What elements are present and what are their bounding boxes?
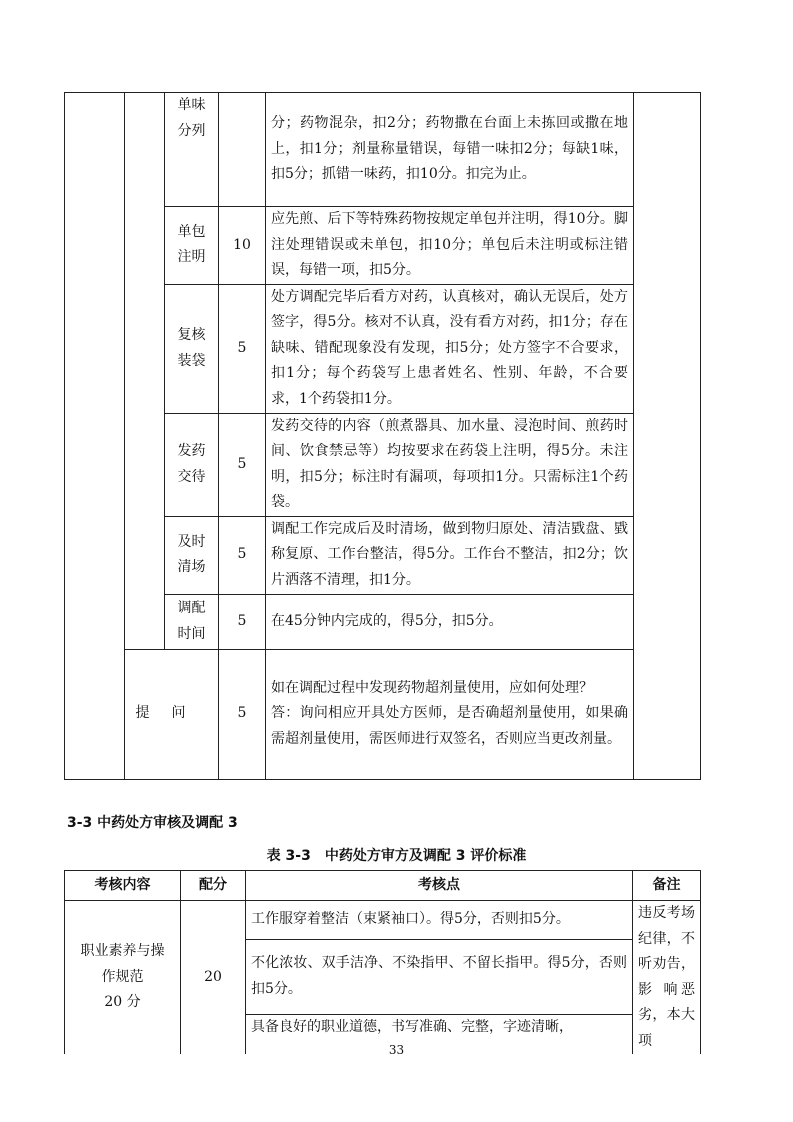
question-score: 5 [219, 649, 266, 779]
item-score [219, 93, 266, 207]
item-criteria: 分；药物混杂，扣2分；药物撒在台面上未拣回或撒在地上，扣1分；剂量称量错误，每错一味扣2分；每缺1味，扣5分；抓错一味药，扣10分。扣完为止。 [266, 93, 634, 207]
item-score: 5 [219, 413, 266, 516]
subcategory-cell [125, 93, 165, 650]
remark-cell [634, 93, 701, 780]
item-criteria: 调配工作完成后及时清场，做到物归原处、清洁戥盘、戥称复原、工作台整洁，得5分。工作台不整洁，扣2分；饮片洒落不清理，扣1分。 [266, 516, 634, 594]
item-name: 调配时间 [177, 600, 206, 642]
point: 具备良好的职业道德，书写准确、完整，字迹清晰， [246, 1015, 633, 1054]
item-name: 单包注明 [177, 223, 206, 266]
content-name: 职业素养与操作规范 [80, 943, 165, 985]
page-number: 33 [388, 1043, 405, 1057]
item-score: 5 [219, 594, 266, 649]
item-criteria: 在45分钟内完成的，得5分，扣5分。 [266, 594, 634, 649]
item-score: 10 [219, 207, 266, 285]
item-score: 5 [219, 516, 266, 594]
category-cell [65, 93, 125, 780]
evaluation-table-3-3 [64, 870, 701, 1054]
item-criteria: 处方调配完毕后看方对药，认真核对，确认无误后，处方签字，得5分。核对不认真，没有看方对药，扣1分；存在缺味、错配现象没有发现，扣5分；处方签字不合要求，扣1分；每个药袋写上患者姓名、性别、年龄，不合要求，1个药袋扣1分。 [266, 284, 634, 413]
section-title: 3-3 中药处方审核及调配 3 [67, 815, 238, 831]
item-name: 及时清场 [177, 533, 206, 575]
point: 工作服穿着整洁（束紧袖口）。得5分，否则扣5分。 [246, 901, 633, 940]
content-score: 20 分 [104, 994, 141, 1011]
score: 20 [181, 901, 246, 1055]
remark: 违反考场纪律，不听劝告，影 响恶劣，本大项 [633, 901, 701, 1055]
question-text: 如在调配过程中发现药物超剂量使用，应如何处理？ [271, 679, 593, 696]
header-points: 考核点 [246, 871, 633, 901]
table-caption: 表 3-3 中药处方审方及调配 3 评价标准 [266, 848, 527, 864]
header-remark: 备注 [633, 871, 701, 901]
header-row [65, 871, 701, 901]
header-score: 配分 [181, 871, 246, 901]
point: 不化浓妆、双手洁净、不染指甲、不留长指甲。得5分，否则扣5分。 [246, 939, 633, 1015]
question-label: 提问 [135, 705, 208, 722]
table-row [65, 901, 701, 940]
item-name: 单味分列 [177, 97, 206, 139]
item-criteria: 发药交待的内容（煎煮器具、加水量、浸泡时间、煎药时间、饮食禁忌等）均按要求在药袋上注明，得5分。未注明，扣5分；标注时有漏项，每项扣1分。只需标注1个药袋。 [266, 413, 634, 516]
item-name: 复核装袋 [177, 327, 206, 369]
header-content: 考核内容 [65, 871, 181, 901]
table-row [65, 93, 701, 207]
item-name: 发药交待 [177, 443, 206, 485]
item-criteria: 应先煎、后下等特殊药物按规定单包并注明，得10分。脚注处理错误或未单包，扣10分；单包后未注明或标注错误，每错一项，扣5分。 [266, 207, 634, 285]
answer-text: 答：询问相应开具处方医师，是否确超剂量使用，如果确需超剂量使用，需医师进行双签名，否则应当更改剂量。 [271, 705, 628, 747]
evaluation-table-continued [64, 92, 701, 780]
item-score: 5 [219, 284, 266, 413]
question-row [65, 649, 701, 779]
